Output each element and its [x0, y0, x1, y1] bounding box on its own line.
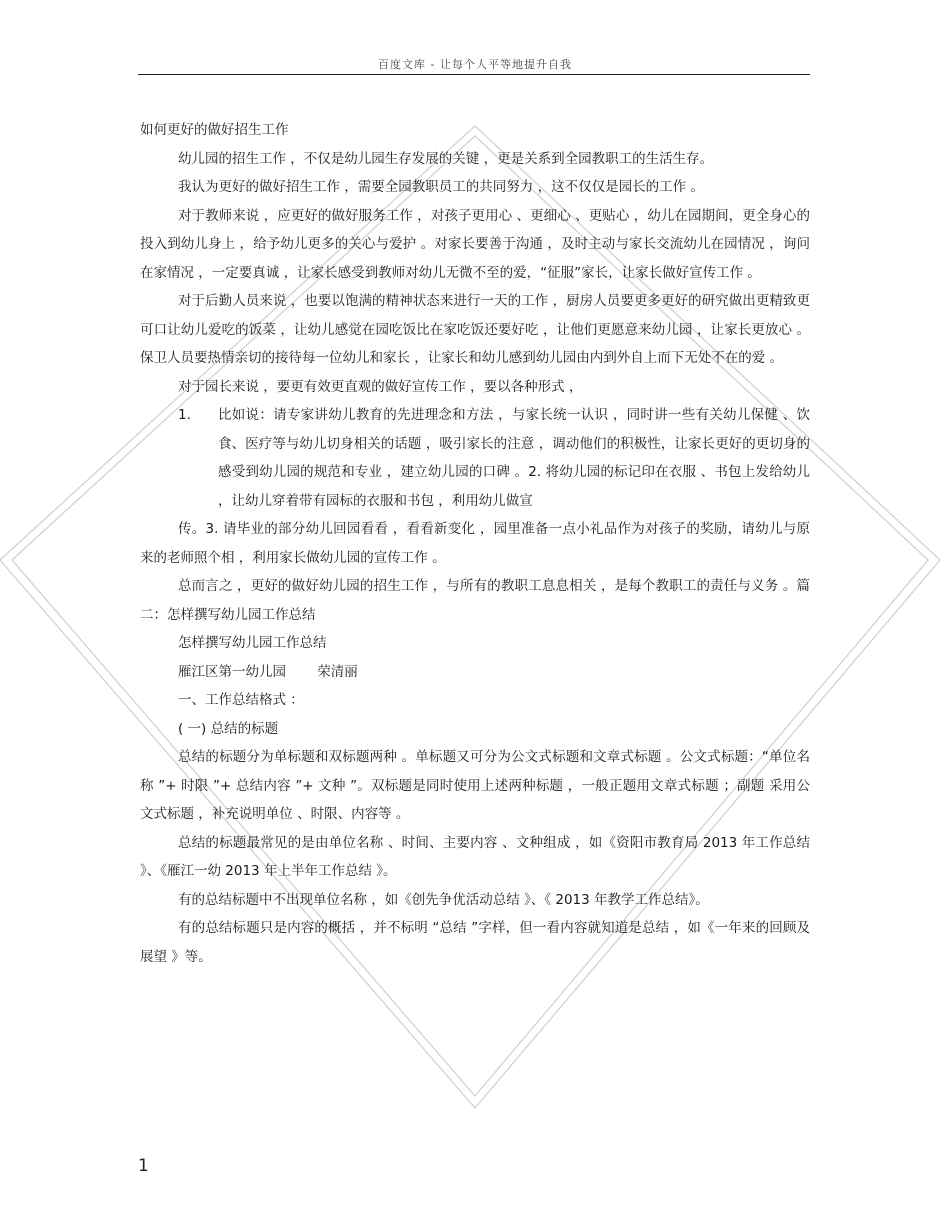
paragraph: 对于后勤人员来说 ，也要以饱满的精神状态来进行一天的工作 ，厨房人员要更多更好的研究做出更精致更可口让幼儿爱吃的饭菜 ，让幼儿感觉在园吃饭比在家吃饭还要好吃 ，让他们更愿意来幼儿园 ，让家长更放心 。保卫人员要热情亲切的接待每一位幼儿和家长 ，让家长和幼儿感到幼儿园由内到外自上而下无处不在的爱 。: [140, 293, 810, 366]
header-divider: [138, 74, 810, 75]
paragraph: 有的总结标题中不出现单位名称 ，如《创先争优活动总结 》、《 2013 年教学工作总结》。: [178, 891, 709, 908]
paragraph: 总结的标题最常见的是由单位名称 、时间、主要内容 、文种组成 ，如《资阳市教育局 2013 年工作总结 》、《雁江一幼 2013 年上半年工作总结 》。: [140, 834, 810, 879]
subsection-heading: ( 一) 总结的标题: [178, 720, 279, 737]
paragraph: 对于教师来说 ，应更好的做好服务工作 ，对孩子更用心 、更细心 、更贴心 ，幼儿在园期间，更全身心的投入到幼儿身上 ，给予幼儿更多的关心与爱护 。对家长要善于沟通 ，及时主动与家长交流幼儿在园情况 ，询问在家情况 ，一定要真诚 ，让家长感受到教师对幼儿无微不至的爱，“征服”家长，让家长做好宣传工作 。: [140, 207, 810, 281]
list-number: 1.: [178, 407, 191, 423]
paragraph: 总而言之 ，更好的做好幼儿园的招生工作 ，与所有的教职工息息相关 ，是每个教职工的责任与义务 。篇二：怎样撰写幼儿园工作总结: [140, 578, 810, 623]
document-title: 如何更好的做好招生工作: [140, 122, 289, 138]
paragraph: 总结的标题分为单标题和双标题两种 。单标题又可分为公文式标题和文章式标题 。公文式标题：“单位名称 ”+ 时限 ”+ 总结内容 ”+ 文种 ”。双标题是同时使用上述两种标题 ，一般正题用文章式标题 ；副题 采用公文式标题 ，补充说明单位 、时限、内容等 。: [140, 749, 810, 822]
section-title: 怎样撰写幼儿园工作总结: [178, 635, 327, 651]
paragraph: 幼儿园的招生工作 ，不仅是幼儿园生存发展的关键 ，更是关系到全园教职工的生活生存。: [178, 150, 714, 167]
author-line: 雁江区第一幼儿园 荣清丽: [178, 663, 358, 680]
paragraph: 对于园长来说 ，要更有效更直观的做好宣传工作 ，要以各种形式 ，: [178, 378, 583, 395]
section-heading: 一、工作总结格式 ：: [178, 692, 304, 708]
paragraph: 我认为更好的做好招生工作 ，需要全园教职员工的共同努力 ，这不仅仅是园长的工作 。: [178, 179, 704, 195]
numbered-list-item: [178, 401, 810, 515]
list-item-text: 比如说：请专家讲幼儿教育的先进理念和方法 ，与家长统一认识 ，同时讲一些有关幼儿保健 、饮食、医疗等与幼儿切身相关的话题 ，吸引家长的注意 ，调动他们的积极性，让家长更好的更切身的感受到幼儿园的规范和专业 ，建立幼儿园的口碑 。2. 将幼儿园的标记印在衣服 、书包上发给幼儿 ，让幼儿穿着带有园标的衣服和书包 ，利用幼儿做宣: [218, 407, 810, 509]
paragraph: 传。3. 请毕业的部分幼儿回园看看 ，看看新变化 ，园里准备一点小礼品作为对孩子的奖励，请幼儿与原来的老师照个相 ，利用家长做幼儿园的宣传工作 。: [140, 521, 810, 566]
page-header: 百度文库 - 让每个人平等地提升自我: [378, 58, 572, 71]
document-body: [140, 116, 810, 971]
paragraph: 有的总结标题只是内容的概括 ，并不标明 “总结 ”字样，但一看内容就知道是总结 ，如《一年来的回顾及展望 》等。: [140, 920, 810, 965]
page-number: 1: [138, 1156, 149, 1176]
